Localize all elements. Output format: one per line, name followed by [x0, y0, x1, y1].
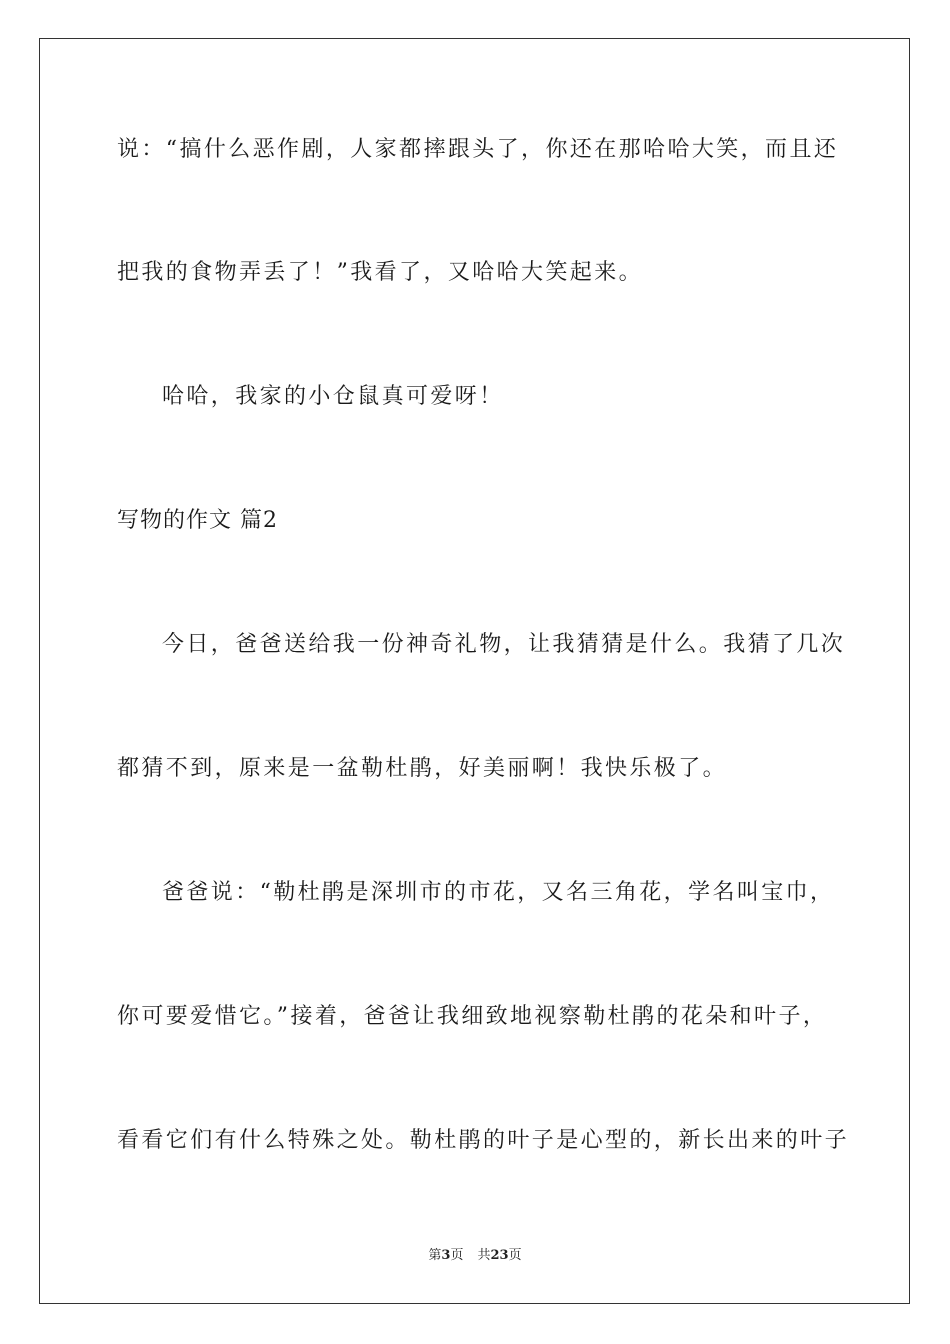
paragraph-line: 看看它们有什么特殊之处。勒杜鹃的叶子是心型的，新长出来的叶子: [117, 1128, 850, 1153]
page-footer: [0, 1247, 950, 1265]
section-heading: 写物的作文 篇2: [117, 508, 278, 533]
paragraph-line: 爸爸说：“勒杜鹃是深圳市的市花，又名三角花，学名叫宝巾，: [162, 880, 835, 905]
total-pages: 23: [490, 1248, 509, 1263]
page-prefix: 第: [428, 1248, 442, 1263]
page-border: [39, 38, 910, 1304]
total-prefix: 共: [477, 1248, 491, 1263]
total-suffix: 页: [508, 1248, 522, 1263]
paragraph-line: 都猜不到，原来是一盆勒杜鹃，好美丽啊！我快乐极了。: [117, 756, 728, 781]
paragraph-line: 你可要爱惜它。”接着，爸爸让我细致地视察勒杜鹃的花朵和叶子，: [117, 1004, 828, 1029]
page-number: 3: [441, 1248, 451, 1263]
paragraph-line: 哈哈，我家的小仓鼠真可爱呀！: [162, 384, 504, 409]
paragraph-line: 说：“搞什么恶作剧，人家都摔跟头了，你还在那哈哈大笑，而且还: [117, 137, 839, 162]
paragraph-line: 把我的食物弄丢了！”我看了，又哈哈大笑起来。: [117, 260, 644, 285]
page-suffix: 页: [450, 1248, 464, 1263]
paragraph-line: 今日，爸爸送给我一份神奇礼物，让我猜猜是什么。我猜了几次: [162, 632, 846, 657]
